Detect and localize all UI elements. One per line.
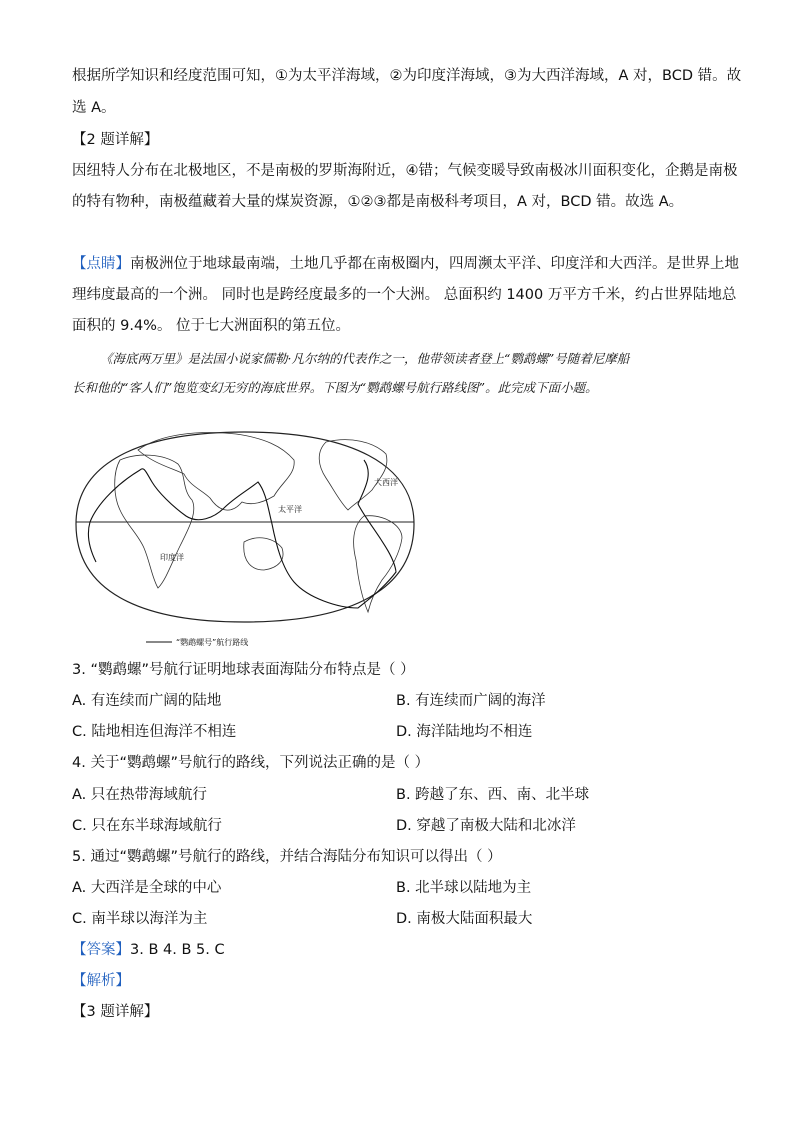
option-d: D. 海洋陆地均不相连 [396,724,533,740]
question-stem: 5. 通过“鹦鹉螺”号航行的路线，并结合海陆分布知识可以得出（ ） [72,849,502,865]
australia-outline [244,538,283,570]
south-america-outline [354,516,402,612]
answer-text: 3. B 4. B 5. C [130,942,225,958]
analysis-tag: 【解析】 [72,973,130,989]
option-b: B. 跨越了东、西、南、北半球 [396,787,590,803]
option-d: D. 穿越了南极大陆和北冰洋 [396,818,576,834]
eurasia-outline [138,433,294,511]
label-indian: 印度洋 [160,553,184,562]
legend-label: “鹦鹉螺号”航行路线 [176,638,249,647]
option-a: A. 大西洋是全球的中心 [72,880,222,896]
option-b: B. 北半球以陆地为主 [396,880,532,896]
paragraph-line: 根据所学知识和经度范围可知，①为太平洋海域，②为印度洋海域，③为大西洋海域，A 对，BCD 错。故 [72,68,742,84]
label-pacific: 太平洋 [278,505,302,514]
north-america-outline [319,440,387,510]
paragraph-line: 面积的 9.4%。 位于七大洲面积的第五位。 [72,318,351,334]
option-c: C. 只在东半球海域航行 [72,818,222,834]
answer-tag: 【答案】 [72,942,130,958]
paragraph-line: 因纽特人分布在北极地区，不是南极的罗斯海附近，④错；气候变暖导致南极冰川面积变化，企鹅是南极 [72,163,738,179]
route-map [68,412,420,652]
paragraph-line: 的特有物种，南极蕴藏着大量的煤炭资源，①②③都是南极科考项目，A 对，BCD 错。故选 A。 [72,194,684,210]
point-tag: 【点睛】 [72,256,130,272]
question-stem: 3. “鹦鹉螺”号航行证明地球表面海陆分布特点是（ ） [72,662,415,678]
option-c: C. 陆地相连但海洋不相连 [72,724,237,740]
point-paragraph [72,254,739,274]
option-a: A. 只在热带海域航行 [72,787,207,803]
option-b: B. 有连续而广阔的海洋 [396,693,546,709]
section-heading: 【3 题详解】 [72,1004,159,1020]
section-heading: 【2 题详解】 [72,132,159,148]
point-text: 南极洲位于地球最南端，土地几乎都在南极圈内，四周濒太平洋、印度洋和大西洋。是世界上地 [130,256,739,272]
intro-line: 长和他的“客人们”饱览变幻无穷的海底世界。下图为“鹦鹉螺号航行路线图”。此完成下面小题。 [72,380,598,395]
paragraph-line: 理纬度最高的一个洲。 同时也是跨经度最多的一个大洲。 总面积约 1400 万平方千米，约占世界陆地总 [72,287,737,303]
map-outline [76,432,414,622]
option-d: D. 南极大陆面积最大 [396,911,533,927]
world-map-svg [68,412,420,652]
question-stem: 4. 关于“鹦鹉螺”号航行的路线，下列说法正确的是（ ） [72,755,430,771]
option-c: C. 南半球以海洋为主 [72,911,208,927]
intro-line: 《海底两万里》是法国小说家儒勒·凡尔纳的代表作之一，他带领读者登上“鹦鹉螺”号随着尼摩船 [100,351,630,366]
label-atlantic: 大西洋 [374,478,398,487]
paragraph-line: 选 A。 [72,100,116,116]
answer-line [72,940,225,960]
nautilus-route [88,460,396,608]
option-a: A. 有连续而广阔的陆地 [72,693,222,709]
